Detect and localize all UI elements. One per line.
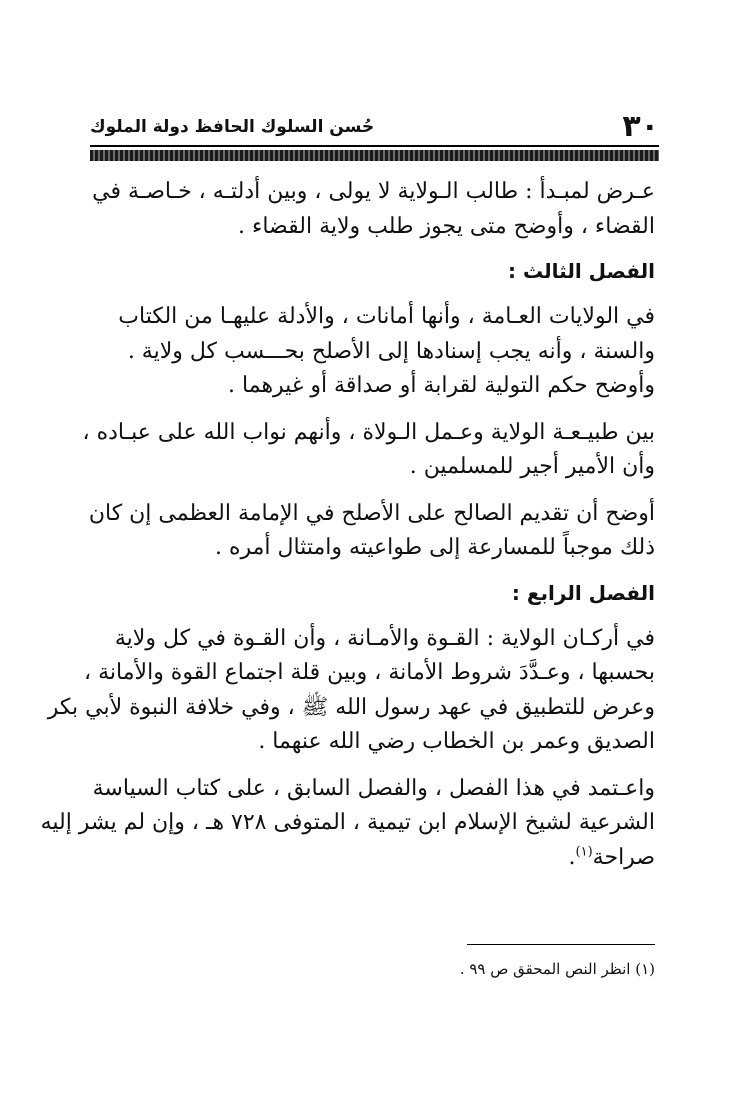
text-line: وأوضح حكم التولية لقرابة أو صداقة أو غيرهما .: [228, 373, 655, 398]
text-line: وعرض للتطبيق في عهد رسول الله ﷺ ، وفي خلافة النبوة لأبي بكر: [47, 694, 655, 720]
paragraph-6: [40, 772, 655, 876]
running-title: حُسن السلوك الحافظ دولة الملوك: [90, 117, 375, 137]
sentence-end: .: [568, 844, 576, 870]
footnote-reference[interactable]: (١): [575, 844, 593, 860]
text-line: والسنة ، وأنه يجب إسنادها إلى الأصلح بحـــسب كل ولاية .: [127, 338, 655, 364]
page-header: [90, 110, 659, 142]
text-line: [92, 841, 655, 876]
text-line: عـرض لمبـدأ : طالب الـولاية لا يولى ، وبين أدلتـه ، خـاصـة في: [92, 179, 655, 204]
text-line: وأن الأمير أجير للمسلمين .: [409, 454, 655, 479]
text-line: الشرعية لشيخ الإسلام ابن تيمية ، المتوفى ٧٢٨ هـ ، وإن لم يشر إليه: [40, 810, 655, 835]
paragraph-2: [92, 300, 655, 404]
text-line: بين طبيـعـة الولاية وعـمل الـولاة ، وأنهم نواب الله على عبـاده ،: [82, 419, 655, 445]
text-line: واعـتمد في هذا الفصل ، والفصل السابق ، على كتاب السياسة: [92, 775, 655, 801]
chapter-heading-4: الفصل الرابع :: [511, 580, 655, 605]
paragraph-3: [82, 416, 655, 485]
text-line: في أركـان الولاية : القـوة والأمـانة ، وأن القـوة في كل ولاية: [114, 625, 655, 651]
header-decorative-band: [90, 150, 659, 161]
footnote-separator: [467, 944, 655, 945]
chapter-heading-3: الفصل الثالث :: [508, 259, 655, 283]
text-line: الصديق وعمر بن الخطاب رضي الله عنهما .: [258, 729, 655, 754]
paragraph-5: [47, 622, 655, 760]
footnote: (١) انظر النص المحقق ص ٩٩ .: [459, 960, 655, 978]
text-line: أوضح أن تقديم الصالح على الأصلح في الإمامة العظمى إن كان: [88, 500, 655, 526]
text-fragment: صراحة: [592, 844, 655, 870]
paragraph-4: [88, 497, 655, 566]
text-line: بحسبها ، وعـدَّدَ شروط الأمانة ، وبين قلة اجتماع القوة والأمانة ،: [84, 660, 655, 685]
header-rule: [90, 145, 659, 147]
page-number: ٣٠: [622, 109, 659, 144]
text-line: القضاء ، وأوضح متى يجوز طلب ولاية القضاء .: [238, 213, 655, 239]
text-line: في الولايات العـامة ، وأنها أمانات ، والأدلة عليهـا من الكتاب: [118, 304, 655, 329]
text-line: ذلك موجباً للمسارعة إلى طواعيته وامتثال أمره .: [214, 535, 655, 560]
page-body: [40, 175, 655, 887]
paragraph-1: [92, 175, 655, 244]
